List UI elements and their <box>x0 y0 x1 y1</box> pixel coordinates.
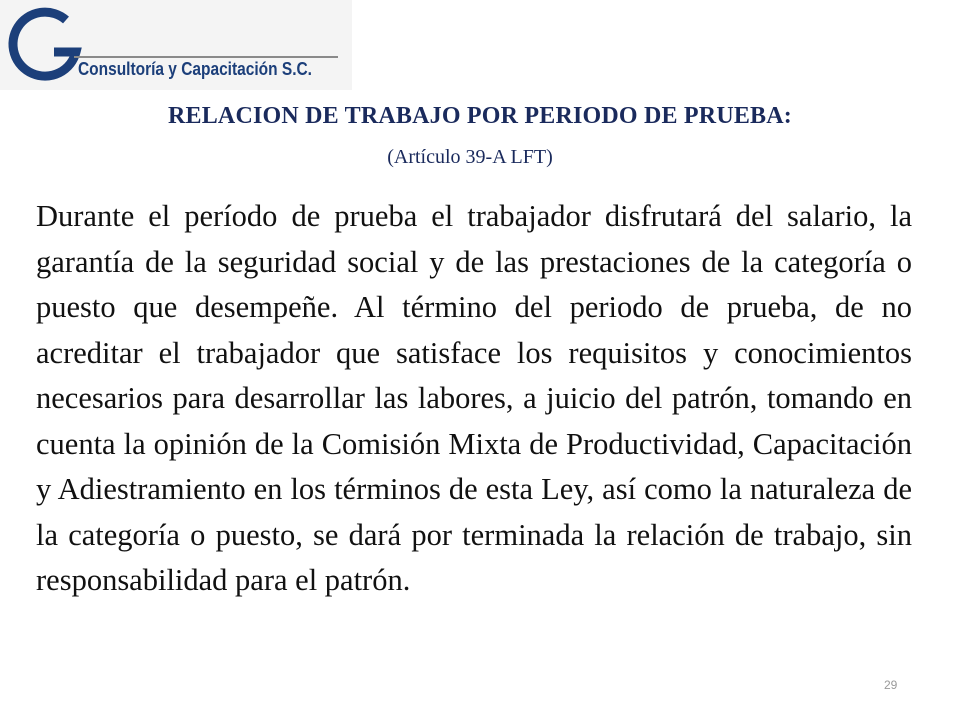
page-number: 29 <box>884 678 898 692</box>
logo-initials: va <box>56 43 73 59</box>
slide-subtitle: (Artículo 39-A LFT) <box>387 146 553 168</box>
slide-title: RELACION DE TRABAJO POR PERIODO DE PRUEBA: <box>167 103 792 129</box>
company-logo <box>0 0 352 90</box>
body-paragraph: Durante el período de prueba el trabajador disfrutará del salario, la garantía de la seguridad social y de las prestaciones de la categoría o puesto que desempeñe. Al término del periodo de prueba, de no acreditar el trabajador que satisface los requisitos y conocimientos necesarios para desarrollar las labores, a juicio del patrón, tomando en cuenta la opinión de la Comisión Mixta de Productividad, Capacitación y Adiestramiento en los términos de esta Ley, así como la naturaleza de la categoría o puesto, se dará por terminada la relación de trabajo, sin responsabilidad para el patrón. <box>36 199 912 597</box>
logo-divider <box>74 56 338 58</box>
logo-company-name: Consultoría y Capacitación S.C. <box>78 59 312 79</box>
